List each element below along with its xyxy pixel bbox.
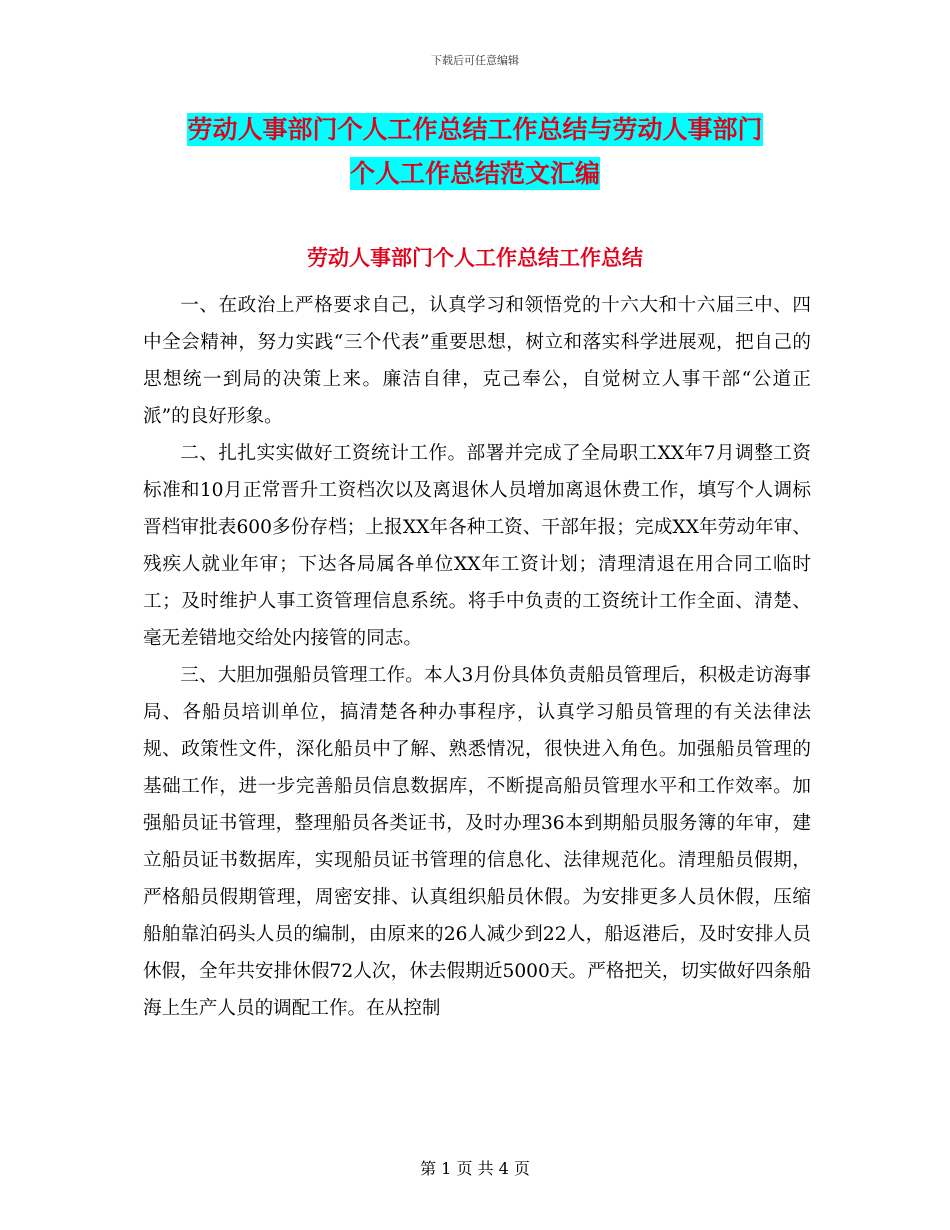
section-title: 劳动人事部门个人工作总结工作总结: [307, 245, 643, 270]
document-body: [143, 287, 811, 1027]
document-title-line-2: [0, 150, 950, 198]
paragraph-2: 二、扎扎实实做好工资统计工作。部署并完成了全局职工XX年7月调整工资标准和10月正常晋升工资档次以及离退休人员增加离退休费工作，填写个人调标晋档审批表600多份存档；上报XX年各种工资、干部年报；完成XX年劳动年审、残疾人就业年审；下达各局属各单位XX年工资计划；清理清退在用合同工临时工；及时维护人事工资管理信息系统。将手中负责的工资统计工作全面、清楚、毫无差错地交给处内接管的同志。: [143, 443, 811, 649]
title-highlight-2: 个人工作总结范文汇编: [349, 159, 600, 188]
header-note: 下载后可任意编辑: [431, 54, 519, 67]
paragraph-3: 三、大胆加强船员管理工作。本人3月份具体负责船员管理后，积极走访海事局、各船员培训单位，搞清楚各种办事程序，认真学习船员管理的有关法律法规、政策性文件，深化船员中了解、熟悉情况，很快进入角色。加强船员管理的基础工作，进一步完善船员信息数据库，不断提高船员管理水平和工作效率。加强船员证书管理，整理船员各类证书，及时办理36本到期船员服务簿的年审，建立船员证书数据库，实现船员证书管理的信息化、法律规范化。清理船员假期，严格船员假期管理，周密安排、认真组织船员休假。为安排更多人员休假，压缩船舶靠泊码头人员的编制，由原来的26人减少到22人，船返港后，及时安排人员休假，全年共安排休假72人次，休去假期近5000天。严格把关，切实做好四条船海上生产人员的调配工作。在从控制: [143, 665, 811, 1019]
paragraph-1: 一、在政治上严格要求自己，认真学习和领悟党的十六大和十六届三中、四中全会精神，努力实践“三个代表”重要思想，树立和落实科学进展观，把自己的思想统一到局的决策上来。廉洁自律，克己奉公，自觉树立人事干部“公道正派”的良好形象。: [143, 295, 811, 427]
document-title-line-1: [0, 106, 950, 154]
page-footer: 第 1 页 共 4 页: [420, 1159, 530, 1178]
title-highlight-1: 劳动人事部门个人工作总结工作总结与劳动人事部门: [187, 115, 763, 144]
